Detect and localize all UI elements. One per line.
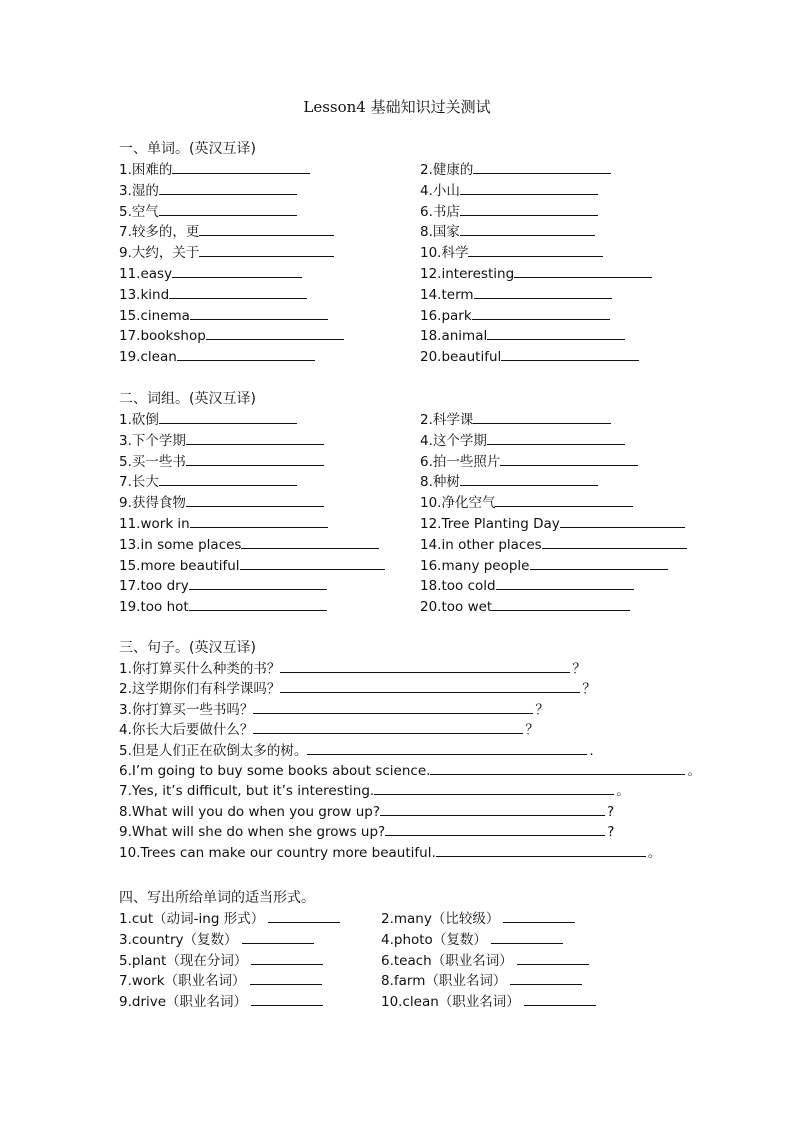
question-item (420, 180, 598, 201)
question-item (381, 991, 596, 1012)
sentence-end-mark: 。 (647, 844, 662, 861)
sentence-item (119, 842, 661, 863)
question-item (119, 991, 323, 1012)
question-label: 18.too cold (420, 578, 496, 595)
question-item (420, 430, 625, 451)
question-item (119, 201, 297, 222)
question-item (119, 242, 334, 263)
answer-blank[interactable] (186, 451, 324, 466)
question-label: 7.work（职业名词） (119, 973, 246, 990)
question-label: 16.many people (420, 557, 530, 574)
question-item (119, 180, 297, 201)
answer-blank[interactable] (253, 719, 523, 734)
question-label: 3.你打算买一些书吗？ (119, 701, 254, 718)
sentence-end-mark: 。 (687, 763, 701, 779)
question-item (119, 451, 324, 472)
question-item (420, 201, 598, 222)
question-item (119, 263, 302, 284)
answer-blank[interactable] (514, 263, 652, 278)
question-label: 3.下个学期 (119, 432, 186, 449)
answer-blank[interactable] (169, 284, 307, 299)
sentence-end-mark: ? (607, 824, 615, 841)
question-label: 1.cut（动词-ing 形式） (119, 911, 265, 927)
question-item (420, 305, 610, 326)
question-label: 12.interesting (420, 266, 515, 282)
sentence-item (119, 780, 630, 801)
question-label: 7.Yes, it’s difficult, but it’s interesting. (119, 783, 375, 800)
answer-blank[interactable] (380, 801, 605, 816)
sentence-item (119, 821, 614, 842)
question-item (119, 346, 315, 367)
question-label: 1.你打算买什么种类的书？ (119, 661, 281, 677)
question-item (420, 451, 638, 472)
answer-blank[interactable] (199, 242, 334, 257)
answer-blank[interactable] (190, 513, 328, 528)
answer-blank[interactable] (510, 970, 582, 985)
question-item (420, 284, 612, 305)
question-label: 19.too hot (119, 599, 189, 616)
answer-blank[interactable] (492, 596, 630, 611)
question-label: 10.科学 (420, 245, 469, 262)
question-label: 13.in some places (119, 536, 242, 553)
answer-blank[interactable] (460, 201, 598, 216)
section-heading: 一、单词。(英汉互译) (119, 141, 256, 157)
question-label: 2.many（比较级） (381, 911, 500, 927)
sentence-item (119, 760, 701, 781)
question-label: 18.animal (420, 328, 488, 345)
question-item (420, 513, 685, 534)
question-item (119, 929, 314, 950)
answer-blank[interactable] (460, 221, 595, 236)
answer-blank[interactable] (189, 575, 327, 590)
answer-blank[interactable] (487, 325, 625, 340)
question-label: 15.cinema (119, 307, 190, 324)
answer-blank[interactable] (159, 409, 297, 424)
sentence-end-mark: ？ (535, 701, 549, 718)
question-item (119, 159, 310, 180)
sentence-end-mark: ？ (525, 722, 539, 739)
question-label: 11.work in (119, 516, 190, 532)
answer-blank[interactable] (503, 908, 575, 923)
question-label: 11.easy (119, 266, 173, 282)
question-item (420, 555, 668, 576)
section-heading: 四、写出所给单词的适当形式。 (119, 890, 315, 906)
question-label: 1.砍倒 (119, 412, 159, 428)
question-item (119, 492, 324, 513)
question-item (119, 555, 385, 576)
question-label: 4.photo（复数） (381, 931, 487, 948)
question-label: 10.clean（职业名词） (381, 994, 520, 1011)
question-item (420, 221, 595, 242)
answer-blank[interactable] (474, 284, 612, 299)
answer-blank[interactable] (240, 555, 385, 570)
sentence-end-mark: 。 (616, 783, 630, 800)
sentence-end-mark: . (589, 742, 594, 759)
question-item (420, 325, 625, 346)
question-label: 4.你长大后要做什么？ (119, 722, 254, 739)
answer-blank[interactable] (500, 451, 638, 466)
question-label: 5.买一些书 (119, 453, 186, 470)
question-label: 7.较多的，更 (119, 224, 200, 241)
question-label: 14.term (420, 286, 474, 303)
answer-blank[interactable] (172, 263, 302, 278)
question-label: 5.plant（现在分词） (119, 952, 248, 969)
question-label: 10.Trees can make our country more beautiful. (119, 844, 436, 861)
question-label: 9.drive（职业名词） (119, 994, 248, 1011)
question-label: 16.park (420, 307, 472, 324)
answer-blank[interactable] (280, 678, 580, 693)
question-label: 20.beautiful (420, 349, 502, 366)
question-item (119, 471, 297, 492)
answer-blank[interactable] (473, 159, 611, 174)
question-item (420, 471, 598, 492)
question-label: 6.I’m going to buy some books about science. (119, 763, 431, 779)
question-item (420, 575, 634, 596)
question-item (420, 596, 630, 617)
question-label: 9.大约，关于 (119, 245, 200, 262)
answer-blank[interactable] (177, 346, 315, 361)
question-item (420, 159, 611, 180)
sentence-end-mark: ？ (572, 661, 586, 677)
sentence-item (119, 658, 586, 679)
answer-blank[interactable] (186, 492, 324, 507)
answer-blank[interactable] (542, 534, 687, 549)
answer-blank[interactable] (495, 492, 633, 507)
answer-blank[interactable] (241, 534, 379, 549)
question-label: 9.获得食物 (119, 495, 186, 512)
question-label: 20.too wet (420, 599, 493, 616)
question-label: 8.farm（职业名词） (381, 973, 507, 990)
question-label: 6.书店 (420, 203, 460, 220)
answer-blank[interactable] (307, 740, 587, 755)
answer-blank[interactable] (280, 658, 570, 673)
answer-blank[interactable] (472, 305, 610, 320)
question-label: 3.湿的 (119, 182, 159, 199)
question-item (119, 534, 379, 555)
answer-blank[interactable] (159, 201, 297, 216)
question-item (420, 492, 633, 513)
question-item (119, 908, 340, 929)
sentence-item (119, 740, 594, 761)
answer-blank[interactable] (385, 821, 605, 836)
section-heading: 三、句子。(英汉互译) (119, 640, 256, 656)
answer-blank[interactable] (517, 950, 589, 965)
question-item (119, 284, 307, 305)
answer-blank[interactable] (496, 575, 634, 590)
page-title: Lesson4 基础知识过关测试 (303, 98, 491, 116)
question-item (119, 305, 328, 326)
question-label: 14.in other places (420, 536, 542, 553)
question-label: 2.健康的 (420, 162, 474, 178)
question-item (119, 970, 322, 991)
question-item (381, 929, 563, 950)
question-item (381, 908, 575, 929)
answer-blank[interactable] (560, 513, 685, 528)
question-item (420, 263, 652, 284)
question-label: 4.小山 (420, 182, 460, 199)
question-label: 1.困难的 (119, 162, 173, 178)
answer-blank[interactable] (491, 929, 563, 944)
question-label: 12.Tree Planting Day (420, 516, 560, 532)
question-item (119, 513, 328, 534)
question-item (119, 325, 344, 346)
sentence-end-mark: ？ (582, 681, 596, 698)
answer-blank[interactable] (468, 242, 603, 257)
question-item (119, 575, 327, 596)
question-label: 19.clean (119, 349, 177, 366)
sentence-end-mark: ? (607, 803, 615, 820)
answer-blank[interactable] (374, 780, 614, 795)
answer-blank[interactable] (250, 970, 322, 985)
question-label: 5.但是人们正在砍倒太多的树。 (119, 742, 308, 759)
question-item (119, 596, 327, 617)
answer-blank[interactable] (189, 596, 327, 611)
question-label: 9.What will she do when she grows up? (119, 824, 386, 841)
answer-blank[interactable] (253, 699, 533, 714)
answer-blank[interactable] (159, 471, 297, 486)
answer-blank[interactable] (430, 760, 685, 775)
question-item (420, 346, 639, 367)
answer-blank[interactable] (473, 409, 611, 424)
answer-blank[interactable] (206, 325, 344, 340)
question-label: 6.拍一些照片 (420, 453, 501, 470)
answer-blank[interactable] (530, 555, 668, 570)
question-label: 13.kind (119, 286, 170, 303)
answer-blank[interactable] (172, 159, 310, 174)
question-item (420, 242, 603, 263)
answer-blank[interactable] (460, 471, 598, 486)
question-item (381, 970, 582, 991)
question-item (119, 950, 323, 971)
answer-blank[interactable] (199, 221, 334, 236)
question-label: 4.这个学期 (420, 432, 487, 449)
answer-blank[interactable] (159, 180, 297, 195)
question-label: 15.more beautiful (119, 557, 240, 574)
answer-blank[interactable] (251, 991, 323, 1006)
question-label: 17.bookshop (119, 328, 206, 345)
section-heading: 二、词组。(英汉互译) (119, 391, 256, 407)
question-label: 8.种树 (420, 474, 460, 491)
answer-blank[interactable] (186, 430, 324, 445)
question-item (381, 950, 589, 971)
question-label: 17.too dry (119, 578, 189, 595)
question-label: 5.空气 (119, 203, 159, 220)
question-label: 10.净化空气 (420, 495, 496, 512)
question-item (420, 534, 687, 555)
answer-blank[interactable] (190, 305, 328, 320)
answer-blank[interactable] (487, 430, 625, 445)
question-item (119, 221, 334, 242)
question-label: 6.teach（职业名词） (381, 952, 513, 969)
question-item (119, 409, 297, 430)
question-label: 2.科学课 (420, 412, 474, 428)
answer-blank[interactable] (501, 346, 639, 361)
question-item (119, 430, 324, 451)
sentence-item (119, 699, 549, 720)
question-label: 8.国家 (420, 224, 460, 241)
answer-blank[interactable] (524, 991, 596, 1006)
answer-blank[interactable] (268, 908, 340, 923)
question-label: 7.长大 (119, 474, 159, 491)
answer-blank[interactable] (460, 180, 598, 195)
sentence-item (119, 719, 539, 740)
question-label: 2.这学期你们有科学课吗？ (119, 681, 281, 698)
sentence-item (119, 801, 614, 822)
question-item (420, 409, 611, 430)
question-label: 3.country（复数） (119, 931, 238, 948)
question-label: 8.What will you do when you grow up? (119, 803, 380, 820)
answer-blank[interactable] (436, 842, 646, 857)
answer-blank[interactable] (242, 929, 314, 944)
sentence-item (119, 678, 596, 699)
answer-blank[interactable] (251, 950, 323, 965)
